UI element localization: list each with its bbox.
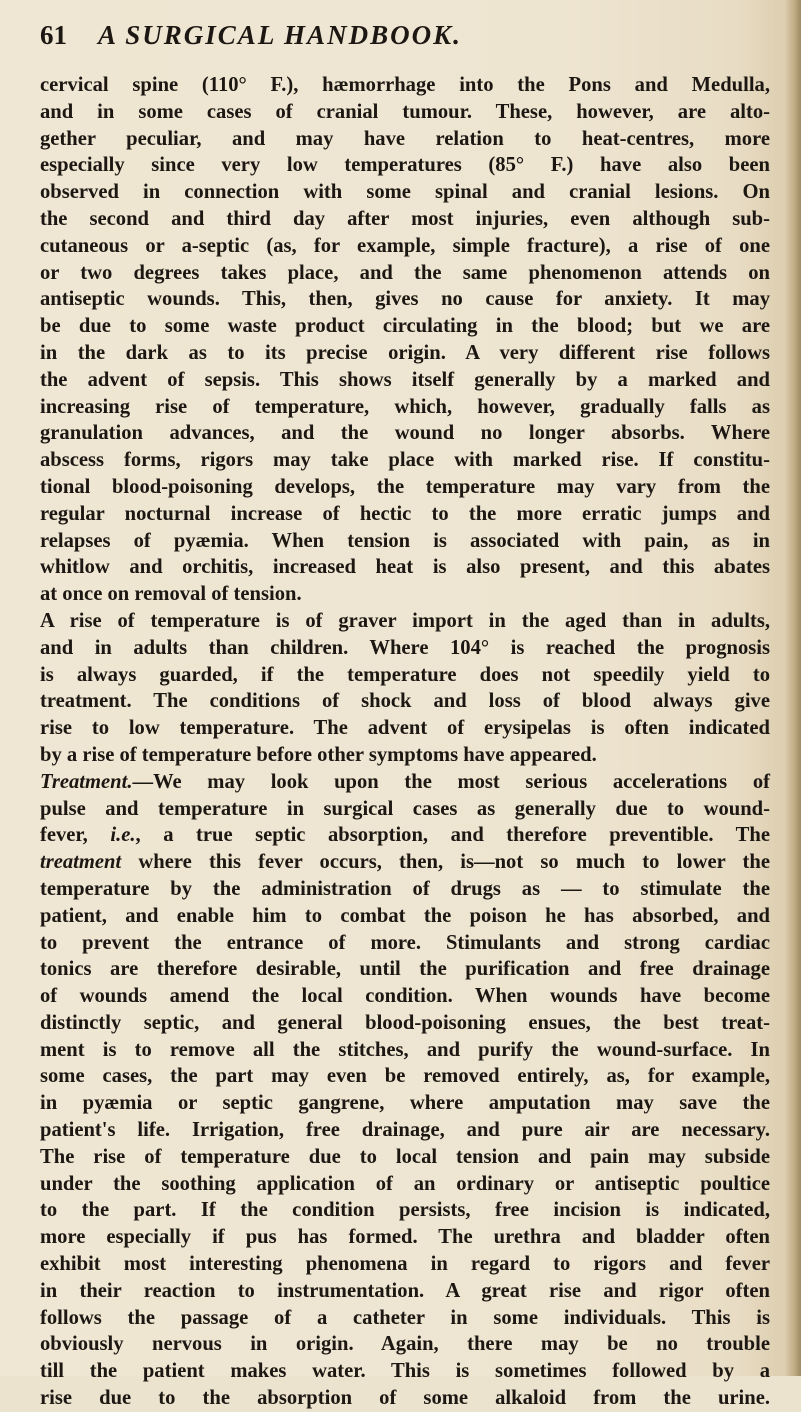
- text-segment: more especially if pus has formed. The urethra and bladder often: [40, 1226, 770, 1249]
- text-segment: patient, and enable him to combat the poison he has absorbed, and: [40, 904, 770, 927]
- text-segment: observed in connection with some spinal and cranial lesions. On: [40, 181, 770, 204]
- text-line: [40, 474, 770, 501]
- text-segment: treatment. The conditions of shock and loss of blood always give: [40, 690, 770, 713]
- text-line: [40, 367, 770, 394]
- text-segment: and in some cases of cranial tumour. These, however, are alto-: [40, 100, 770, 123]
- text-line: [40, 72, 770, 99]
- text-segment: increasing rise of temperature, which, however, gradually falls as: [40, 395, 770, 418]
- text-line: [40, 554, 770, 581]
- text-line: [40, 1063, 770, 1090]
- text-line: [40, 126, 770, 153]
- text-line: [40, 1358, 770, 1385]
- text-segment: gether peculiar, and may have relation to heat-centres, more: [40, 127, 770, 150]
- text-line: [40, 1144, 770, 1171]
- text-line: [40, 313, 770, 340]
- text-line: [40, 1117, 770, 1144]
- page-number: 61: [40, 20, 67, 50]
- text-segment: granulation advances, and the wound no longer absorbs. Where: [40, 422, 770, 445]
- text-segment: and in adults than children. Where 104° is reached the prognosis: [40, 636, 770, 659]
- text-line: [40, 1197, 770, 1224]
- text-line: [40, 822, 770, 849]
- text-segment: ment is to remove all the stitches, and purify the wound-surface. In: [40, 1038, 770, 1061]
- text-line: [40, 930, 770, 957]
- text-segment: to prevent the entrance of more. Stimulants and strong cardiac: [40, 931, 770, 954]
- text-line: [40, 1224, 770, 1251]
- text-line: [40, 1090, 770, 1117]
- text-segment: in pyæmia or septic gangrene, where amputation may save the: [40, 1092, 770, 1115]
- text-segment: at once on removal of tension.: [40, 583, 302, 606]
- text-line: [40, 796, 770, 823]
- text-line: [40, 1171, 770, 1198]
- text-line: [40, 983, 770, 1010]
- text-line: [40, 1037, 770, 1064]
- text-segment: under the soothing application of an ordinary or antiseptic poultice: [40, 1172, 770, 1195]
- text-segment: abscess forms, rigors may take place with marked rise. If constitu-: [40, 449, 770, 472]
- text-line: [40, 99, 770, 126]
- text-segment: some cases, the part may even be removed entirely, as, for example,: [40, 1065, 770, 1088]
- text-line: [40, 742, 770, 769]
- text-line: [40, 581, 770, 608]
- text-segment: —We may look upon the most serious accelerations of: [132, 770, 770, 793]
- text-segment: in their reaction to instrumentation. A great rise and rigor often: [40, 1279, 770, 1302]
- text-segment: regular nocturnal increase of hectic to the more erratic jumps and: [40, 502, 770, 525]
- text-segment: exhibit most interesting phenomena in regard to rigors and fever: [40, 1253, 770, 1276]
- text-segment: till the patient makes water. This is sometimes followed by a: [40, 1360, 770, 1383]
- text-segment: of wounds amend the local condition. When wounds have become: [40, 985, 770, 1008]
- text-line: [40, 179, 770, 206]
- text-segment: follows the passage of a catheter in some individuals. This is: [40, 1306, 770, 1329]
- text-line: [40, 769, 770, 796]
- text-line: [40, 501, 770, 528]
- text-segment: The rise of temperature due to local tension and pain may subside: [40, 1145, 770, 1168]
- page-edge-shadow: [785, 0, 801, 1376]
- text-segment: distinctly septic, and general blood-poisoning ensues, the best treat-: [40, 1011, 770, 1034]
- text-segment: where this fever occurs, then, is—not so much to lower the: [121, 851, 770, 874]
- text-line: [40, 528, 770, 555]
- text-segment: patient's life. Irrigation, free drainage, and pure air are necessary.: [40, 1119, 770, 1142]
- italic-text-segment: Treatment.: [40, 770, 133, 793]
- text-segment: obviously nervous in origin. Again, there may be no trouble: [40, 1333, 770, 1356]
- text-line: [40, 956, 770, 983]
- text-line: [40, 903, 770, 930]
- running-header: [40, 20, 760, 60]
- text-line: [40, 260, 770, 287]
- text-segment: the second and third day after most injuries, even although sub-: [40, 207, 770, 230]
- text-segment: tional blood-poisoning develops, the temperature may vary from the: [40, 475, 770, 498]
- text-line: [40, 1010, 770, 1037]
- text-segment: cervical spine (110° F.), hæmorrhage into the Pons and Medulla,: [40, 74, 770, 96]
- text-segment: is always guarded, if the temperature does not speedily yield to: [40, 663, 770, 686]
- text-line: [40, 233, 770, 260]
- text-segment: the advent of sepsis. This shows itself generally by a marked and: [40, 368, 770, 391]
- text-segment: , a true septic absorption, and therefore preventible. The: [135, 824, 771, 847]
- text-segment: to the part. If the condition persists, free incision is indicated,: [40, 1199, 770, 1222]
- text-segment: or two degrees takes place, and the same phenomenon attends on: [40, 261, 770, 284]
- text-line: [40, 608, 770, 635]
- text-segment: A rise of temperature is of graver import in the aged than in adults,: [40, 609, 770, 632]
- text-line: [40, 1331, 770, 1358]
- running-title: A SURGICAL HANDBOOK.: [98, 20, 462, 50]
- text-line: [40, 420, 770, 447]
- text-line: [40, 394, 770, 421]
- text-segment: cutaneous or a-septic (as, for example, simple fracture), a rise of one: [40, 234, 770, 257]
- text-line: [40, 635, 770, 662]
- text-line: [40, 152, 770, 179]
- text-line: [40, 662, 770, 689]
- text-line: [40, 1278, 770, 1305]
- text-line: [40, 1385, 770, 1412]
- text-segment: relapses of pyæmia. When tension is associated with pain, as in: [40, 529, 770, 552]
- text-line: [40, 876, 770, 903]
- text-line: [40, 849, 770, 876]
- text-segment: in the dark as to its precise origin. A very different rise follows: [40, 341, 770, 364]
- text-segment: fever,: [40, 824, 111, 847]
- text-line: [40, 447, 770, 474]
- italic-text-segment: i.e.: [110, 824, 136, 847]
- text-segment: whitlow and orchitis, increased heat is also present, and this abates: [40, 556, 770, 579]
- text-segment: pulse and temperature in surgical cases as generally due to wound-: [40, 797, 770, 820]
- text-line: [40, 1251, 770, 1278]
- text-segment: rise to low temperature. The advent of erysipelas is often indicated: [40, 717, 770, 740]
- text-segment: especially since very low temperatures (85° F.) have also been: [40, 154, 770, 177]
- text-line: [40, 715, 770, 742]
- text-line: [40, 340, 770, 367]
- text-line: [40, 688, 770, 715]
- text-line: [40, 286, 770, 313]
- text-line: [40, 206, 770, 233]
- italic-text-segment: treatment: [40, 851, 122, 874]
- text-segment: tonics are therefore desirable, until the purification and free drainage: [40, 958, 770, 981]
- text-segment: by a rise of temperature before other symptoms have appeared.: [40, 743, 597, 766]
- text-line: [40, 1305, 770, 1332]
- text-segment: rise due to the absorption of some alkaloid from the urine.: [40, 1387, 770, 1410]
- text-segment: be due to some waste product circulating in the blood; but we are: [40, 315, 770, 338]
- body-text: [40, 72, 770, 1412]
- text-segment: temperature by the administration of drugs as — to stimulate the: [40, 877, 770, 900]
- text-segment: antiseptic wounds. This, then, gives no cause for anxiety. It may: [40, 288, 770, 311]
